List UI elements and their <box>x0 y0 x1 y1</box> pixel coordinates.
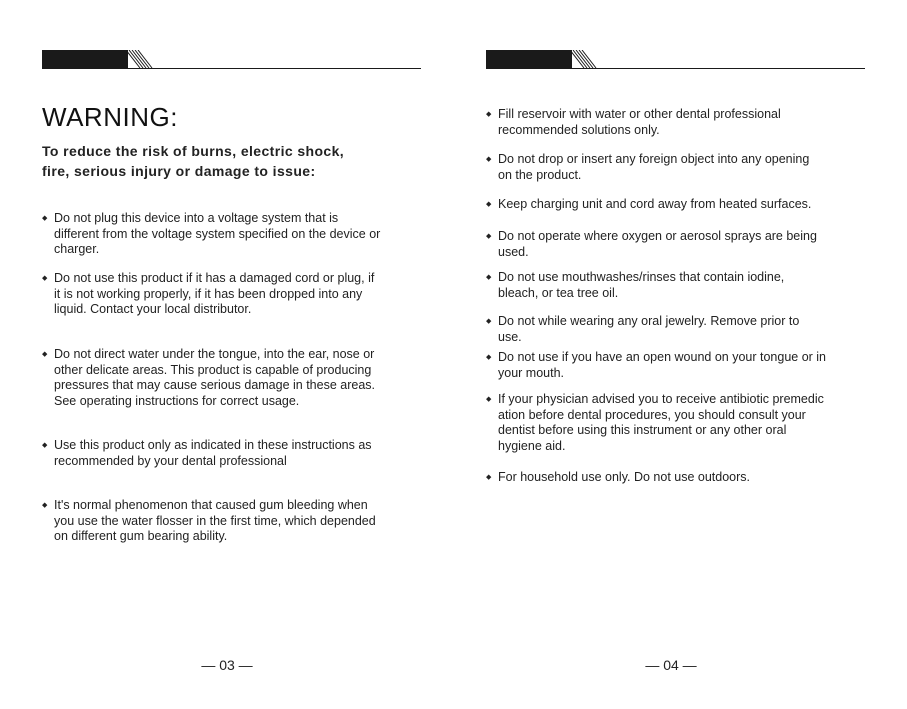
header-decoration <box>486 50 865 70</box>
list-item: ◆ Do not while wearing any oral jewelry. Remove prior to use. <box>486 314 800 344</box>
bullet-icon: ◆ <box>486 233 492 240</box>
list-item: ◆ Do not plug this device into a voltage system that is different from the voltage system specified on the device or charger. <box>42 211 381 256</box>
list-item: ◆ Keep charging unit and cord away from heated surfaces. <box>486 197 812 211</box>
bullet-icon: ◆ <box>486 201 492 208</box>
list-item: ◆ For household use only. Do not use outdoors. <box>486 470 751 484</box>
bullet-icon: ◆ <box>42 502 48 509</box>
list-item: ◆ Use this product only as indicated in these instructions as recommended by your dental professional <box>42 438 372 468</box>
list-item: ◆ Do not direct water under the tongue, into the ear, nose or other delicate areas. This product is capable of producing pressures that may cause serious damage in these areas. See operating instructions for correct usage. <box>42 347 376 408</box>
list-item: ◆ It's normal phenomenon that caused gum bleeding when you use the water flosser in the first time, which depended on different gum bearing ability. <box>42 498 376 543</box>
page-number: — 04 — <box>645 657 697 673</box>
list-item: ◆ Do not operate where oxygen or aerosol sprays are being used. <box>486 229 817 259</box>
bullet-icon: ◆ <box>486 111 492 118</box>
bullet-icon: ◆ <box>486 396 492 403</box>
header-decoration <box>42 50 421 70</box>
warning-subtitle: To reduce the risk of burns, electric shock, fire, serious injury or damage to issue: <box>42 143 345 179</box>
right-page <box>486 0 866 709</box>
list-item: ◆ If your physician advised you to receive antibiotic premedic ation before dental procedures, you should consult your dentist before using this instrument or any other oral hygiene aid. <box>486 392 824 453</box>
list-item: ◆ Do not drop or insert any foreign object into any opening on the product. <box>486 152 810 182</box>
bullet-icon: ◆ <box>42 215 48 222</box>
list-item: ◆ Do not use this product if it has a damaged cord or plug, if it is not working properly, if it has been dropped into any liquid. Contact your local distributor. <box>42 271 375 316</box>
bullet-icon: ◆ <box>486 156 492 163</box>
warning-title: WARNING: <box>42 102 178 132</box>
bullet-icon: ◆ <box>42 351 48 358</box>
bullet-icon: ◆ <box>486 318 492 325</box>
list-item: ◆ Fill reservoir with water or other dental professional recommended solutions only. <box>486 107 781 137</box>
bullet-icon: ◆ <box>486 274 492 281</box>
list-item: ◆ Do not use mouthwashes/rinses that contain iodine, bleach, or tea tree oil. <box>486 270 785 300</box>
list-item: ◆ Do not use if you have an open wound on your tongue or in your mouth. <box>486 350 827 380</box>
bullet-icon: ◆ <box>486 474 492 481</box>
bullet-icon: ◆ <box>42 442 48 449</box>
left-page <box>42 0 422 709</box>
page-number: — 03 — <box>201 657 253 673</box>
bullet-icon: ◆ <box>486 354 492 361</box>
bullet-icon: ◆ <box>42 275 48 282</box>
